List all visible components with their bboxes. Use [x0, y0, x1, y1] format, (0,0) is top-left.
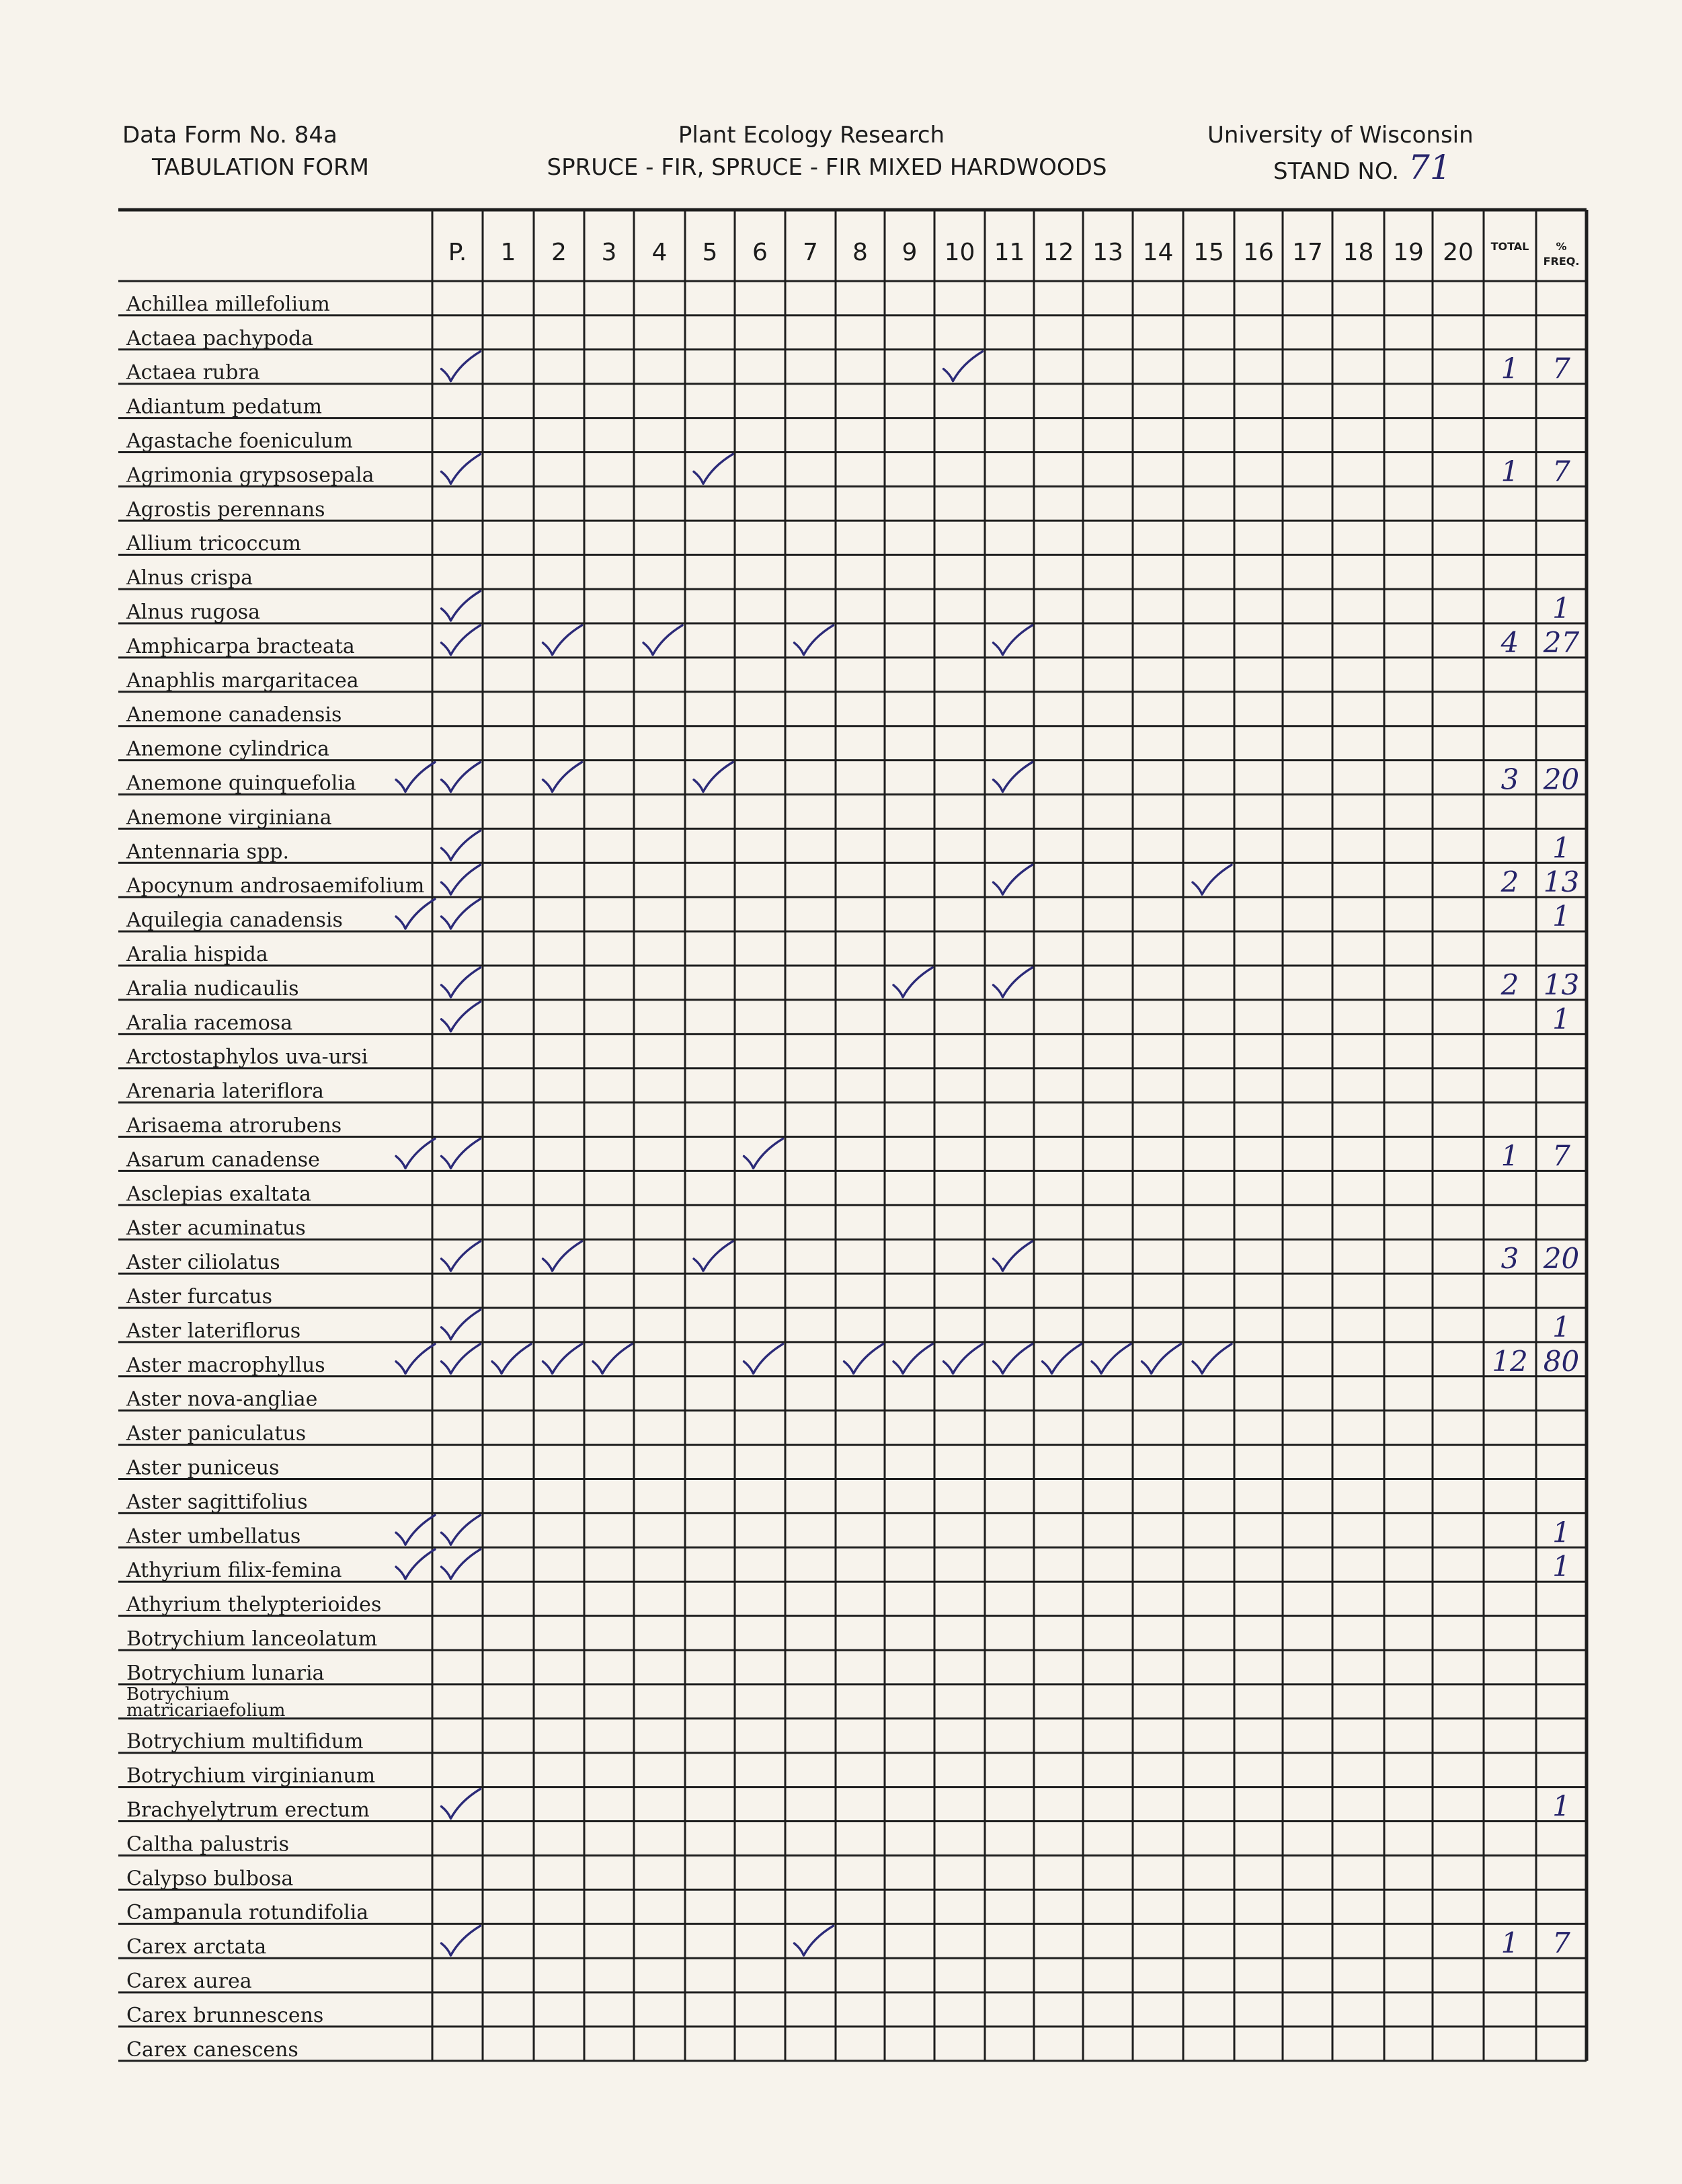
frequency-value: 1 — [1552, 1789, 1570, 1823]
form-subtitle: SPRUCE - FIR, SPRUCE - FIR MIXED HARDWOODS — [547, 154, 1107, 181]
check-mark — [1092, 1344, 1131, 1374]
check-mark — [593, 1344, 632, 1374]
column-header-10: 10 — [944, 239, 975, 266]
column-headers — [448, 239, 1580, 268]
check-mark — [442, 1344, 481, 1374]
check-mark — [944, 1344, 983, 1374]
check-mark — [893, 1344, 932, 1374]
column-header-16: 16 — [1243, 239, 1274, 266]
species-name: Calypso bulbosa — [126, 1867, 294, 1891]
column-header-freq: % FREQ. — [1543, 240, 1580, 268]
total-value: 3 — [1500, 763, 1519, 796]
species-name: Aster ciliolatus — [126, 1251, 280, 1275]
check-mark — [694, 454, 733, 483]
species-list — [126, 292, 424, 2062]
check-mark — [994, 763, 1033, 792]
column-header-5: 5 — [702, 239, 718, 266]
species-name: Aster furcatus — [126, 1285, 272, 1309]
species-name: Botrychium multifidum — [126, 1729, 364, 1754]
check-mark — [643, 625, 682, 655]
check-mark — [694, 763, 733, 792]
check-mark — [442, 625, 481, 655]
check-mark — [694, 1241, 733, 1271]
species-name: Aster puniceus — [126, 1456, 280, 1480]
total-value: 1 — [1500, 1926, 1519, 1960]
column-header-15: 15 — [1193, 239, 1224, 266]
species-name: Aralia hispida — [126, 943, 268, 966]
column-header-11: 11 — [994, 239, 1025, 266]
check-mark — [994, 1344, 1033, 1374]
species-name: Actaea pachypoda — [126, 326, 314, 350]
species-name: Carex canescens — [126, 2037, 298, 2062]
species-name: Allium tricoccum — [126, 532, 301, 556]
species-name: Aquilegia canadensis — [126, 908, 343, 933]
column-header-p: P. — [448, 239, 467, 266]
column-header-12: 12 — [1043, 239, 1074, 266]
species-name: Aralia nudicaulis — [126, 976, 299, 1001]
species-name: matricariaefolium — [126, 1700, 286, 1721]
frequency-value: 7 — [1552, 1139, 1570, 1173]
check-mark — [442, 1789, 481, 1819]
column-header-13: 13 — [1092, 239, 1123, 266]
check-mark — [442, 968, 481, 997]
frequency-value: 27 — [1543, 625, 1580, 659]
species-name: Campanula rotundifolia — [126, 1901, 369, 1925]
margin-check-mark — [396, 899, 435, 929]
species-name: Botrychium — [126, 1684, 230, 1705]
species-name: Amphicarpa bracteata — [126, 634, 355, 658]
stand-value: 71 — [1408, 148, 1451, 187]
column-header-4: 4 — [651, 239, 668, 266]
total-value: 1 — [1500, 455, 1519, 488]
check-mark — [994, 625, 1033, 655]
species-name: Caltha palustris — [126, 1832, 290, 1857]
species-name: Asarum canadense — [126, 1148, 320, 1172]
check-mark — [744, 1344, 783, 1374]
species-name: Alnus rugosa — [126, 600, 261, 624]
species-name: Agrimonia grypsosepala — [126, 463, 374, 488]
species-name: Aster nova-angliae — [126, 1387, 318, 1411]
total-value: 1 — [1500, 1139, 1519, 1173]
species-name: Athyrium thelypterioides — [126, 1593, 382, 1617]
species-name: Aster lateriflorus — [126, 1319, 301, 1343]
check-mark — [1142, 1344, 1181, 1374]
species-name: Carex aurea — [126, 1970, 252, 1993]
frequency-value: 20 — [1543, 763, 1580, 796]
total-value: 2 — [1500, 968, 1519, 1001]
species-name: Carex arctata — [126, 1935, 267, 1959]
form-number: Data Form No. 84a — [122, 122, 337, 149]
frequency-value: 1 — [1552, 1550, 1570, 1584]
species-name: Arisaema atrorubens — [126, 1114, 342, 1138]
check-mark — [442, 591, 481, 621]
species-name: Asclepias exaltata — [126, 1182, 311, 1206]
column-header-8: 8 — [852, 239, 868, 266]
species-name: Aster umbellatus — [126, 1524, 301, 1549]
species-name: Aster paniculatus — [126, 1421, 307, 1446]
check-mark — [994, 865, 1033, 894]
check-mark — [543, 1344, 582, 1374]
species-name: Athyrium filix-femina — [126, 1559, 342, 1583]
check-mark — [442, 1310, 481, 1339]
species-name: Arenaria lateriflora — [126, 1079, 324, 1103]
margin-check-mark — [396, 1344, 435, 1374]
frequency-value: 7 — [1552, 1926, 1570, 1960]
column-header-14: 14 — [1142, 239, 1174, 266]
column-header-7: 7 — [803, 239, 818, 266]
check-mark — [442, 1926, 481, 1955]
column-header-6: 6 — [752, 239, 768, 266]
margin-check-mark — [396, 1515, 435, 1545]
frequency-value: 1 — [1552, 592, 1570, 625]
check-mark — [893, 968, 932, 997]
frequency-value: 13 — [1543, 865, 1580, 899]
species-name: Aster macrophyllus — [126, 1353, 325, 1377]
check-mark — [795, 1926, 834, 1955]
species-name: Botrychium lunaria — [126, 1661, 325, 1685]
frequency-value: 1 — [1552, 831, 1570, 865]
column-header-3: 3 — [601, 239, 617, 266]
check-mark — [492, 1344, 531, 1374]
organization-title: Plant Ecology Research — [678, 122, 945, 149]
species-name: Anemone quinquefolia — [126, 771, 356, 795]
check-mark — [442, 865, 481, 894]
check-mark — [1043, 1344, 1082, 1374]
total-value: 12 — [1492, 1344, 1528, 1378]
column-header-1: 1 — [500, 239, 516, 266]
species-name: Alnus crispa — [126, 566, 253, 590]
column-header-2: 2 — [551, 239, 567, 266]
check-mark — [543, 1241, 582, 1271]
check-mark — [442, 1549, 481, 1579]
stand-label: STAND NO. — [1273, 158, 1400, 185]
check-mark — [442, 1138, 481, 1168]
check-mark — [442, 763, 481, 792]
frequency-value: 7 — [1552, 352, 1570, 385]
check-mark — [994, 968, 1033, 997]
species-name: Botrychium lanceolatum — [126, 1627, 378, 1651]
frequency-value: 13 — [1543, 968, 1580, 1001]
total-value: 4 — [1500, 625, 1519, 659]
frequency-value: 1 — [1552, 900, 1570, 933]
frequency-value: 1 — [1552, 1310, 1570, 1343]
species-name: Anemone virginiana — [126, 806, 332, 830]
frequency-value: 7 — [1552, 455, 1570, 488]
column-header-20: 20 — [1443, 239, 1474, 266]
species-name: Anemone cylindrica — [126, 737, 329, 761]
check-mark — [795, 625, 834, 655]
check-mark — [1193, 1344, 1232, 1374]
species-name: Agastache foeniculum — [126, 429, 353, 453]
frequency-value: 1 — [1552, 1516, 1570, 1549]
university-name: University of Wisconsin — [1207, 122, 1474, 149]
frequency-value: 1 — [1552, 1002, 1570, 1036]
check-mark — [442, 1002, 481, 1031]
check-mark — [543, 763, 582, 792]
column-header-18: 18 — [1343, 239, 1374, 266]
total-value: 1 — [1500, 352, 1519, 385]
species-name: Antennaria spp. — [126, 840, 290, 864]
species-name: Adiantum pedatum — [126, 395, 322, 419]
margin-check-mark — [396, 1138, 435, 1168]
check-mark — [442, 830, 481, 860]
species-name: Anaphlis margaritacea — [126, 668, 359, 693]
frequency-value: 20 — [1543, 1242, 1580, 1276]
check-mark — [844, 1344, 883, 1374]
species-name: Carex brunnescens — [126, 2003, 324, 2027]
frequency-value: 80 — [1543, 1344, 1580, 1378]
check-mark — [442, 899, 481, 929]
species-name: Botrychium virginianum — [126, 1764, 376, 1788]
species-name: Aster sagittifolius — [126, 1490, 308, 1514]
check-mark — [442, 454, 481, 483]
column-header-19: 19 — [1393, 239, 1424, 266]
species-name: Actaea rubra — [126, 360, 260, 385]
check-mark — [994, 1241, 1033, 1271]
check-mark — [442, 352, 481, 381]
check-mark — [744, 1138, 783, 1168]
column-header-9: 9 — [902, 239, 918, 266]
margin-check-mark — [396, 1549, 435, 1579]
form-name: TABULATION FORM — [152, 154, 370, 181]
column-header-17: 17 — [1292, 239, 1323, 266]
species-name: Apocynum androsaemifolium — [126, 874, 425, 898]
total-value: 2 — [1500, 865, 1519, 899]
check-mark — [442, 1241, 481, 1271]
check-mark — [944, 352, 983, 381]
species-name: Agrostis perennans — [126, 498, 325, 522]
species-name: Aralia racemosa — [126, 1011, 293, 1035]
check-mark — [442, 1515, 481, 1545]
check-mark — [543, 625, 582, 655]
check-mark — [1193, 865, 1232, 894]
species-name: Arctostaphylos uva-ursi — [126, 1045, 368, 1069]
column-header-total: TOTAL — [1490, 240, 1529, 253]
species-name: Anemone canadensis — [126, 703, 342, 727]
margin-check-mark — [396, 763, 435, 792]
total-value: 3 — [1500, 1242, 1519, 1276]
species-name: Achillea millefolium — [126, 292, 330, 316]
species-name: Aster acuminatus — [126, 1216, 306, 1241]
species-name: Brachyelytrum erectum — [126, 1798, 370, 1822]
